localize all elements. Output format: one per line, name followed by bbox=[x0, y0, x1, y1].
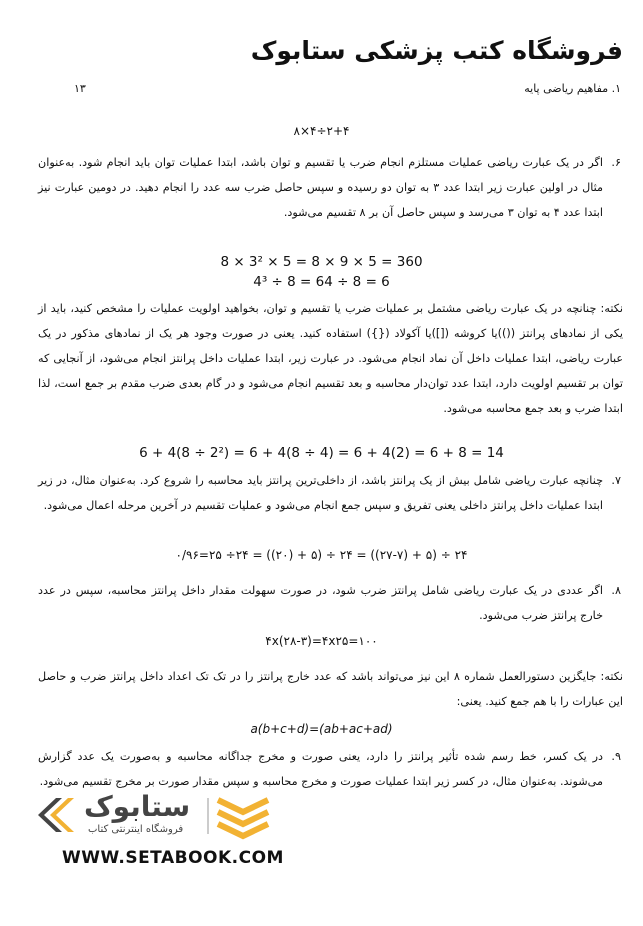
equation-6a: 8 × 3² × 5 = 8 × 9 × 5 = 360 bbox=[220, 254, 423, 270]
item-number: ۷. bbox=[611, 474, 621, 487]
list-item-6 bbox=[38, 150, 621, 225]
brand-title: فروشگاه کتب پزشکی ستابوک bbox=[250, 36, 623, 65]
equation-note-1: 6 + 4(8 ÷ 2²) = 6 + 4(8 ÷ 4) = 6 + 4(2) = 6 + 8 = 14 bbox=[139, 445, 504, 461]
item-number: ۶. bbox=[611, 156, 621, 169]
item-text: چنانچه عبارت ریاضی شامل بیش از یک پرانتز باشد، از داخلی‌ترین پرانتز باید محاسبه را شروع کرد. به‌عنوان مثال، در زیر ابتدا عملیات داخل پرانتز داخلی یعنی تفریق و سپس جمع انجام می‌شود و عملیات تقسیم در آخرین مرحله اعمال می‌شود. bbox=[38, 474, 603, 512]
list-item-7 bbox=[38, 468, 621, 518]
logo-wordmark: ستابوک bbox=[84, 790, 191, 823]
equation-7: ۲۴ ÷ (۵ + (۲۷-۷)) = ۲۴ ÷ (۵ + (۲۰)) = ۲۴÷ ۲۵=۰/۹۶ bbox=[175, 548, 468, 562]
note-paragraph-1: نکته: چنانچه در یک عبارت ریاضی مشتمل بر عملیات ضرب یا تقسیم و توان، بخواهید اولویت عملیات را مشخص کنید، باید از یکی از نمادهای پرانتز (())یا کروشه ([])یا آکولاد ({}) استفاده کنید. یعنی در صورت وجود هر یک از نمادهای مذکور در یک عبارت ریاضی، ابتدا عملیات داخل آن نماد انجام می‌شود. در عبارت زیر، ابتدا عملیات داخل پرانتز انجام می‌شود، از آنجایی که توان بر تقسیم اولویت دارد، ابتدا عدد توان‌دار محاسبه و بعد تقسیم انجام می‌شود و در گام بعدی ضرب مقدم بر جمع است، لذا ابتدا ضرب و بعد جمع محاسبه می‌شود. bbox=[38, 302, 623, 415]
equation-6b: 4³ ÷ 8 = 64 ÷ 8 = 6 bbox=[253, 274, 390, 290]
item-text: در یک کسر، خط رسم شده تأثیر پرانتز را دارد، یعنی صورت و مخرج جداگانه محاسبه و به‌صورت یک عدد گزارش می‌شوند. به‌عنوان مثال، در کسر زیر ابتدا عملیات صورت و مخرج محاسبه و سپس مقدار صورت بر مخرج تقسیم می‌شود. bbox=[38, 750, 603, 788]
list-item-8 bbox=[38, 578, 621, 628]
expression-1: ۲+۴÷۴×۸ bbox=[293, 124, 350, 138]
chapter-title: ۱. مفاهیم ریاضی پایه bbox=[524, 82, 621, 95]
setabook-logo bbox=[28, 790, 278, 840]
item-text: اگر در یک عبارت ریاضی عملیات مستلزم انجام ضرب یا تقسیم و توان باشد، ابتدا عملیات توان باید انجام شود. به‌عنوان مثال در اولین عبارت زیر ابتدا عدد ۳ به توان دو رسیده و سپس حاصل ضرب سه عدد را انجام دهید. در دومین عبارت نیز ابتدا عدد ۴ به توان ۳ می‌رسد و سپس حاصل آن بر ۸ تقسیم می‌شود. bbox=[38, 156, 604, 219]
item-number: ۸. bbox=[611, 584, 621, 597]
equation-note-2: a(b+c+d)=(ab+ac+ad) bbox=[250, 722, 393, 736]
list-item-9 bbox=[38, 744, 621, 794]
website-url: WWW.SETABOOK.COM bbox=[62, 848, 284, 868]
page-number: ۱۳ bbox=[74, 82, 86, 95]
equation-8: ۴x(۲۸-۳)=۴x۲۵=۱۰۰ bbox=[265, 634, 378, 648]
logo-tagline: فروشگاه اینترنتی کتاب bbox=[88, 824, 184, 835]
item-text: اگر عددی در یک عبارت ریاضی شامل پرانتز ضرب شود، در صورت سهولت مقدار داخل پرانتز محاسبه، سپس در عدد خارج پرانتز ضرب می‌شود. bbox=[38, 584, 603, 622]
item-number: ۹. bbox=[611, 750, 621, 763]
note-paragraph-2: نکته: جایگزین دستورالعمل شماره ۸ این نیز می‌تواند باشد که عدد خارج پرانتز را در تک تک اعداد داخل پرانتز ضرب و حاصل این عبارات را با هم جمع کنید. یعنی: bbox=[38, 670, 623, 708]
